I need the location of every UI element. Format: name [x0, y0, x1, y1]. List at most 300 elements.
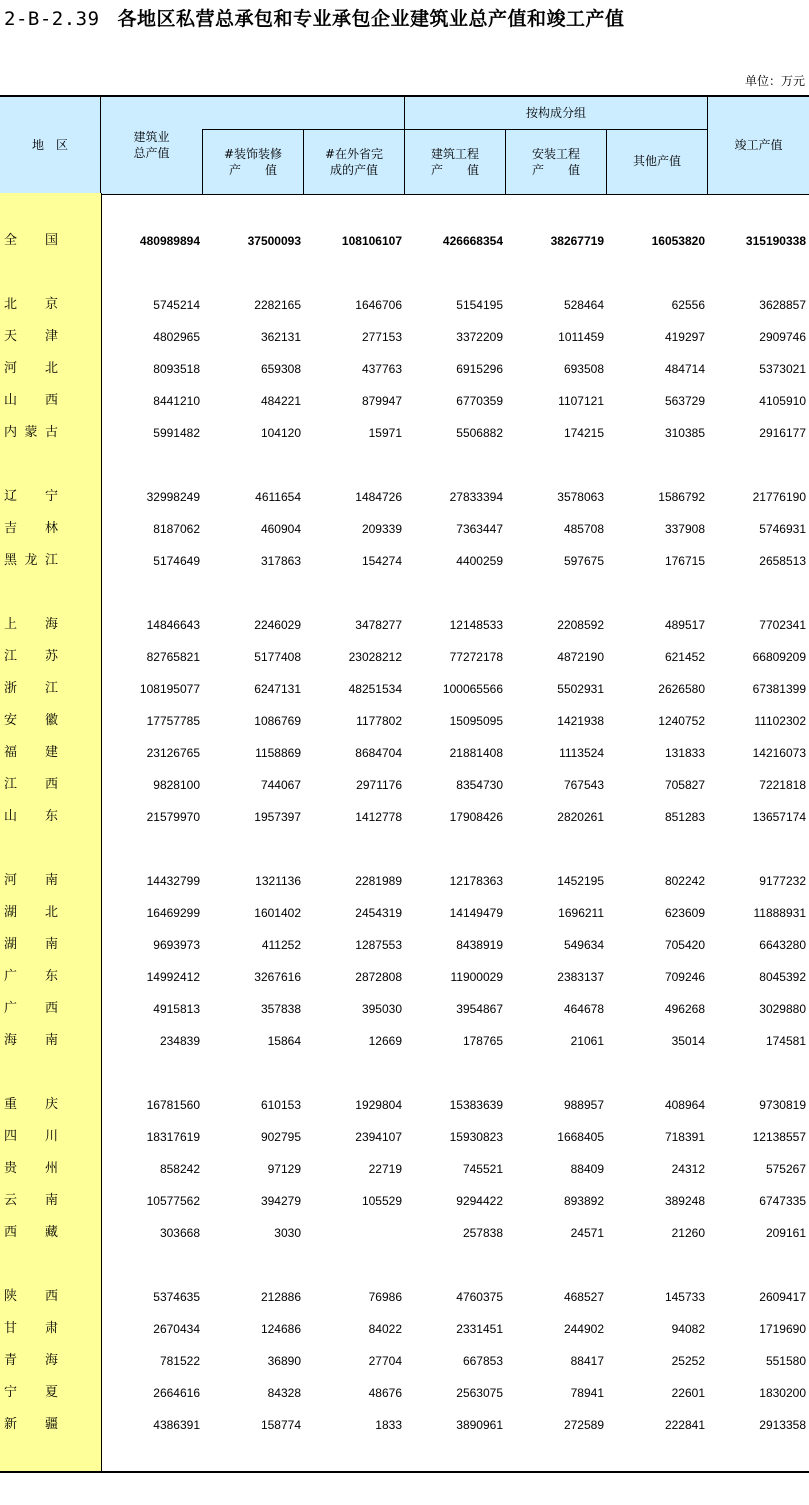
region-name: 甘 肃 — [4, 1321, 58, 1336]
value-cell: 1421938 — [557, 714, 604, 728]
value-cell: 781522 — [159, 1354, 200, 1368]
value-cell: 1484726 — [355, 490, 402, 504]
table-row — [0, 545, 809, 577]
table-row — [0, 609, 809, 641]
table-row — [0, 385, 809, 417]
value-cell: 1452195 — [557, 874, 604, 888]
table-row — [0, 1409, 809, 1441]
value-cell: 1601402 — [254, 906, 301, 920]
value-cell: 1957397 — [254, 810, 301, 824]
value-cell: 4400259 — [456, 554, 503, 568]
value-cell: 5154195 — [456, 298, 503, 312]
value-cell: 389248 — [664, 1194, 705, 1208]
value-cell: 8093518 — [153, 362, 200, 376]
value-cell: 212886 — [260, 1290, 301, 1304]
value-cell: 2971176 — [356, 778, 402, 792]
value-cell: 464678 — [563, 1002, 604, 1016]
value-cell: 13657174 — [752, 810, 806, 824]
value-cell: 100065566 — [442, 682, 503, 696]
value-cell: 408964 — [664, 1098, 705, 1112]
table-row — [0, 769, 809, 801]
value-cell: 893892 — [563, 1194, 604, 1208]
value-cell: 21579970 — [146, 810, 200, 824]
value-cell: 209161 — [765, 1226, 806, 1240]
value-cell: 2563075 — [456, 1386, 503, 1400]
value-cell: 15930823 — [449, 1130, 503, 1144]
value-cell: 1696211 — [558, 906, 604, 920]
value-cell: 23126765 — [146, 746, 200, 760]
table-row — [0, 321, 809, 353]
region-name: 山 西 — [4, 393, 58, 408]
region-name: 福 建 — [4, 745, 58, 760]
value-cell: 176715 — [664, 554, 705, 568]
region-name: 浙 江 — [4, 681, 58, 696]
value-cell: 3030 — [274, 1226, 301, 1240]
region-name: 广 东 — [4, 969, 58, 984]
value-cell: 11102302 — [754, 714, 806, 728]
table-row — [0, 897, 809, 929]
value-cell: 11888931 — [753, 906, 806, 920]
value-cell: 14432799 — [146, 874, 200, 888]
header-group: 按构成分组 — [525, 106, 586, 120]
value-cell: 4760375 — [456, 1290, 503, 1304]
value-cell: 77272178 — [449, 650, 503, 664]
value-cell: 22601 — [671, 1386, 705, 1400]
value-cell: 11900029 — [450, 970, 503, 984]
value-cell: 317863 — [260, 554, 301, 568]
region-name: 湖 南 — [4, 937, 58, 952]
value-cell: 145733 — [664, 1290, 705, 1304]
table-row — [0, 1345, 809, 1377]
table-row — [0, 961, 809, 993]
table-body — [0, 193, 809, 1471]
value-cell: 84328 — [267, 1386, 301, 1400]
table-row-total — [0, 225, 809, 257]
value-cell: 6247131 — [254, 682, 301, 696]
value-cell: 272589 — [563, 1418, 604, 1432]
value-cell: 693508 — [563, 362, 604, 376]
value-cell: 8441210 — [153, 394, 200, 408]
region-name: 河 北 — [4, 361, 58, 376]
value-cell: 23028212 — [348, 650, 402, 664]
region-name: 重 庆 — [4, 1097, 58, 1112]
value-cell: 902795 — [260, 1130, 301, 1144]
table-row — [0, 737, 809, 769]
table-code: 2-B-2.39 — [4, 8, 100, 30]
value-cell: 2609417 — [759, 1290, 806, 1304]
value-cell: 35014 — [671, 1034, 705, 1048]
value-cell: 108106107 — [341, 234, 402, 248]
value-cell: 38267719 — [550, 234, 604, 248]
header-decoration: #装饰装修 产 值 — [223, 147, 283, 177]
value-cell: 5374635 — [153, 1290, 200, 1304]
value-cell: 16469299 — [146, 906, 200, 920]
value-cell: 5174649 — [153, 554, 200, 568]
region-name: 江 西 — [4, 777, 58, 792]
value-cell: 1586792 — [658, 490, 705, 504]
value-cell: 6747335 — [759, 1194, 806, 1208]
header-construction: 建筑工程 产 值 — [430, 147, 479, 177]
value-cell: 2331451 — [456, 1322, 503, 1336]
value-cell: 8187062 — [153, 522, 200, 536]
value-cell: 1240752 — [658, 714, 705, 728]
value-cell: 174581 — [765, 1034, 806, 1048]
value-cell: 3890961 — [456, 1418, 503, 1432]
value-cell: 8354730 — [456, 778, 503, 792]
region-name: 全 国 — [4, 233, 58, 248]
value-cell: 563729 — [664, 394, 705, 408]
table-row — [0, 641, 809, 673]
value-cell: 575267 — [765, 1162, 806, 1176]
table-row — [0, 289, 809, 321]
value-cell: 76986 — [368, 1290, 402, 1304]
value-cell: 549634 — [563, 938, 604, 952]
value-cell: 5991482 — [153, 426, 200, 440]
value-cell: 15383639 — [449, 1098, 503, 1112]
value-cell: 244902 — [563, 1322, 604, 1336]
value-cell: 1719690 — [759, 1322, 806, 1336]
table-row — [0, 801, 809, 833]
value-cell: 1177802 — [356, 714, 402, 728]
value-cell: 12178363 — [449, 874, 503, 888]
value-cell: 705420 — [664, 938, 705, 952]
value-cell: 551580 — [765, 1354, 806, 1368]
value-cell: 12669 — [368, 1034, 402, 1048]
value-cell: 16781560 — [146, 1098, 200, 1112]
value-cell: 5745214 — [153, 298, 200, 312]
value-cell: 2246029 — [254, 618, 301, 632]
region-name: 吉 林 — [4, 521, 58, 536]
value-cell: 88417 — [570, 1354, 604, 1368]
value-cell: 62556 — [671, 298, 705, 312]
value-cell: 24571 — [570, 1226, 604, 1240]
value-cell: 709246 — [664, 970, 705, 984]
table-row — [0, 865, 809, 897]
value-cell: 1287553 — [355, 938, 402, 952]
value-cell: 27704 — [368, 1354, 402, 1368]
value-cell: 484714 — [664, 362, 705, 376]
value-cell: 48251534 — [348, 682, 402, 696]
header-region: 地 区 — [31, 138, 68, 152]
value-cell: 528464 — [563, 298, 604, 312]
table-row — [0, 513, 809, 545]
value-cell: 3478277 — [355, 618, 402, 632]
value-cell: 6915296 — [456, 362, 503, 376]
value-cell: 21061 — [570, 1034, 604, 1048]
value-cell: 10577562 — [146, 1194, 200, 1208]
value-cell: 1929804 — [355, 1098, 402, 1112]
value-cell: 1107121 — [558, 394, 604, 408]
value-cell: 2383137 — [557, 970, 604, 984]
value-cell: 411252 — [261, 938, 301, 952]
value-cell: 154274 — [361, 554, 402, 568]
value-cell: 48676 — [368, 1386, 402, 1400]
value-cell: 277153 — [361, 330, 402, 344]
header-installation: 安装工程 产 值 — [531, 147, 580, 177]
region-name: 西 藏 — [4, 1225, 58, 1240]
value-cell: 2658513 — [759, 554, 806, 568]
value-cell: 744067 — [260, 778, 301, 792]
table-row — [0, 1121, 809, 1153]
value-cell: 5506882 — [456, 426, 503, 440]
header-completed: 竣工产值 — [734, 138, 783, 152]
value-cell: 2820261 — [557, 810, 604, 824]
value-cell: 131833 — [664, 746, 705, 760]
value-cell: 395030 — [361, 1002, 402, 1016]
value-cell: 7702341 — [759, 618, 806, 632]
value-cell: 16053820 — [651, 234, 705, 248]
value-cell: 362131 — [260, 330, 301, 344]
value-cell: 3578063 — [557, 490, 604, 504]
value-cell: 1011459 — [558, 330, 604, 344]
value-cell: 597675 — [563, 554, 604, 568]
value-cell: 2282165 — [254, 298, 301, 312]
table-row — [0, 481, 809, 513]
value-cell: 82765821 — [146, 650, 200, 664]
value-cell: 4386391 — [153, 1418, 200, 1432]
value-cell: 105529 — [361, 1194, 402, 1208]
value-cell: 174215 — [563, 426, 604, 440]
value-cell: 4105910 — [759, 394, 806, 408]
value-cell: 2664616 — [153, 1386, 200, 1400]
value-cell: 4802965 — [153, 330, 200, 344]
value-cell: 621452 — [664, 650, 705, 664]
value-cell: 14846643 — [146, 618, 200, 632]
value-cell: 4611654 — [255, 490, 301, 504]
value-cell: 484221 — [260, 394, 301, 408]
value-cell: 78941 — [570, 1386, 604, 1400]
value-cell: 767543 — [563, 778, 604, 792]
value-cell: 419297 — [664, 330, 705, 344]
value-cell: 988957 — [563, 1098, 604, 1112]
page-title — [4, 4, 625, 31]
value-cell: 303668 — [159, 1226, 200, 1240]
value-cell: 357838 — [260, 1002, 301, 1016]
region-name: 青 海 — [4, 1353, 58, 1368]
value-cell: 1412778 — [355, 810, 402, 824]
value-cell: 1086769 — [254, 714, 301, 728]
value-cell: 6770359 — [456, 394, 503, 408]
value-cell: 2872808 — [355, 970, 402, 984]
region-name: 四 川 — [4, 1129, 58, 1144]
table-row — [0, 1377, 809, 1409]
header-other: 其他产值 — [632, 154, 681, 168]
region-name: 广 西 — [4, 1001, 58, 1016]
table-row — [0, 1313, 809, 1345]
value-cell: 3029880 — [759, 1002, 806, 1016]
value-cell: 2626580 — [658, 682, 705, 696]
value-cell: 234839 — [159, 1034, 200, 1048]
value-cell: 104120 — [260, 426, 301, 440]
value-cell: 480989894 — [139, 234, 200, 248]
region-name: 山 东 — [4, 809, 58, 824]
header-divider — [202, 129, 707, 130]
value-cell: 485708 — [563, 522, 604, 536]
value-cell: 222841 — [664, 1418, 705, 1432]
region-name: 黑 龙 江 — [4, 553, 58, 568]
value-cell: 4915813 — [153, 1002, 200, 1016]
value-cell: 67381399 — [752, 682, 806, 696]
value-cell: 851283 — [664, 810, 705, 824]
value-cell: 745521 — [462, 1162, 503, 1176]
value-cell: 108195077 — [139, 682, 200, 696]
table-row — [0, 1281, 809, 1313]
header-outside-province: #在外省完 成的产值 — [324, 147, 384, 177]
region-name: 北 京 — [4, 297, 58, 312]
value-cell: 209339 — [361, 522, 402, 536]
value-cell: 8045392 — [759, 970, 806, 984]
region-name: 辽 宁 — [4, 489, 58, 504]
value-cell: 36890 — [267, 1354, 301, 1368]
table-row — [0, 705, 809, 737]
value-cell: 667853 — [462, 1354, 503, 1368]
header-total-output: 建筑业 总产值 — [133, 130, 170, 160]
value-cell: 2909746 — [759, 330, 806, 344]
value-cell: 623609 — [664, 906, 705, 920]
value-cell: 25252 — [671, 1354, 705, 1368]
value-cell: 18317619 — [146, 1130, 200, 1144]
value-cell: 21260 — [671, 1226, 705, 1240]
region-name: 陕 西 — [4, 1289, 58, 1304]
value-cell: 8438919 — [456, 938, 503, 952]
value-cell: 66809209 — [752, 650, 806, 664]
table-bottom-border — [0, 1471, 809, 1473]
value-cell: 257838 — [462, 1226, 503, 1240]
value-cell: 1833 — [375, 1418, 402, 1432]
value-cell: 21776190 — [752, 490, 806, 504]
value-cell: 337908 — [664, 522, 705, 536]
value-cell: 94082 — [671, 1322, 705, 1336]
value-cell: 21881408 — [449, 746, 503, 760]
value-cell: 2394107 — [355, 1130, 402, 1144]
table-title: 各地区私营总承包和专业承包企业建筑业总产值和竣工产值 — [117, 8, 625, 30]
table-row — [0, 1025, 809, 1057]
value-cell: 7221818 — [759, 778, 806, 792]
value-cell: 14992412 — [146, 970, 200, 984]
value-cell: 7363447 — [456, 522, 503, 536]
value-cell: 9730819 — [759, 1098, 806, 1112]
value-cell: 610153 — [260, 1098, 301, 1112]
value-cell: 2281989 — [355, 874, 402, 888]
value-cell: 5502931 — [557, 682, 604, 696]
region-name: 海 南 — [4, 1033, 58, 1048]
value-cell: 2208592 — [557, 618, 604, 632]
table-row — [0, 1217, 809, 1249]
value-cell: 17757785 — [146, 714, 200, 728]
value-cell: 1321136 — [255, 874, 301, 888]
value-cell: 1646706 — [355, 298, 402, 312]
value-cell: 858242 — [159, 1162, 200, 1176]
table-row — [0, 1185, 809, 1217]
value-cell: 14216073 — [752, 746, 806, 760]
value-cell: 1158869 — [255, 746, 301, 760]
value-cell: 315190338 — [745, 234, 806, 248]
value-cell: 84022 — [368, 1322, 402, 1336]
value-cell: 1830200 — [759, 1386, 806, 1400]
value-cell: 718391 — [664, 1130, 705, 1144]
table-row — [0, 417, 809, 449]
value-cell: 9828100 — [153, 778, 200, 792]
value-cell: 2454319 — [355, 906, 402, 920]
value-cell: 1113524 — [559, 746, 604, 760]
value-cell: 37500093 — [247, 234, 301, 248]
region-name: 云 南 — [4, 1193, 58, 1208]
value-cell: 394279 — [260, 1194, 301, 1208]
region-name: 新 疆 — [4, 1417, 58, 1432]
value-cell: 5373021 — [759, 362, 806, 376]
region-name: 上 海 — [4, 617, 58, 632]
value-cell: 9693973 — [153, 938, 200, 952]
value-cell: 9177232 — [759, 874, 806, 888]
value-cell: 1668405 — [557, 1130, 604, 1144]
value-cell: 15971 — [368, 426, 402, 440]
table-header — [0, 95, 809, 195]
value-cell: 426668354 — [442, 234, 503, 248]
region-name: 内 蒙 古 — [4, 425, 58, 440]
value-cell: 15864 — [267, 1034, 301, 1048]
region-name: 江 苏 — [4, 649, 58, 664]
table-row — [0, 353, 809, 385]
value-cell: 437763 — [361, 362, 402, 376]
value-cell: 3372209 — [456, 330, 503, 344]
value-cell: 12138557 — [752, 1130, 806, 1144]
value-cell: 14149479 — [449, 906, 503, 920]
value-cell: 22719 — [368, 1162, 402, 1176]
value-cell: 4872190 — [557, 650, 604, 664]
value-cell: 2670434 — [153, 1322, 200, 1336]
value-cell: 2913358 — [759, 1418, 806, 1432]
value-cell: 460904 — [260, 522, 301, 536]
region-name: 河 南 — [4, 873, 58, 888]
value-cell: 6643280 — [759, 938, 806, 952]
value-cell: 659308 — [260, 362, 301, 376]
value-cell: 24312 — [671, 1162, 705, 1176]
value-cell: 3267616 — [254, 970, 301, 984]
value-cell: 468527 — [563, 1290, 604, 1304]
value-cell: 310385 — [664, 426, 705, 440]
table-row — [0, 993, 809, 1025]
region-name: 安 徽 — [4, 713, 58, 728]
value-cell: 3954867 — [456, 1002, 503, 1016]
table-row — [0, 929, 809, 961]
value-cell: 879947 — [361, 394, 402, 408]
value-cell: 2916177 — [759, 426, 806, 440]
value-cell: 97129 — [267, 1162, 301, 1176]
table-row — [0, 673, 809, 705]
value-cell: 15095095 — [449, 714, 503, 728]
value-cell: 489517 — [664, 618, 705, 632]
value-cell: 9294422 — [456, 1194, 503, 1208]
value-cell: 124686 — [260, 1322, 301, 1336]
value-cell: 88409 — [570, 1162, 604, 1176]
value-cell: 12148533 — [449, 618, 503, 632]
value-cell: 802242 — [664, 874, 705, 888]
value-cell: 3628857 — [759, 298, 806, 312]
region-name: 天 津 — [4, 329, 58, 344]
value-cell: 17908426 — [449, 810, 503, 824]
value-cell: 705827 — [664, 778, 705, 792]
value-cell — [302, 1217, 402, 1249]
unit-label: 单位：万元 — [744, 74, 805, 88]
region-name: 湖 北 — [4, 905, 58, 920]
value-cell: 5746931 — [759, 522, 806, 536]
value-cell: 178765 — [462, 1034, 503, 1048]
value-cell: 8684704 — [355, 746, 402, 760]
value-cell: 5177408 — [254, 650, 301, 664]
value-cell: 496268 — [664, 1002, 705, 1016]
region-name: 宁 夏 — [4, 1385, 58, 1400]
value-cell: 32998249 — [146, 490, 200, 504]
